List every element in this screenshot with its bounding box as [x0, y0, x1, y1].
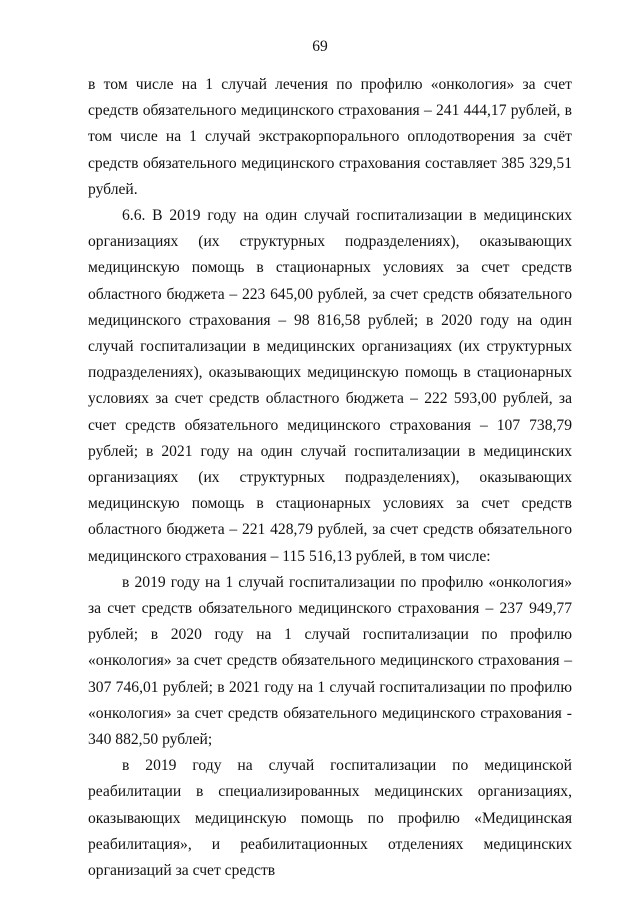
document-body — [88, 72, 572, 884]
paragraph-oncology-treatment: в том числе на 1 случай лечения по профилю «онкология» за счет средств обязательного медицинского страхования – 241 444,17 рублей, в том числе на 1 случай экстракорпорального оплодотворения за счёт средств обязательного медицинского страхования составляет 385 329,51 рублей. — [88, 76, 572, 198]
page-number: 69 — [312, 38, 328, 55]
paragraph-oncology-hospitalization: в 2019 году на 1 случай госпитализации по профилю «онкология» за счет средств обязательного медицинского страхования – 237 949,77 рублей; в 2020 году на 1 случай госпитализации по профилю «онкология» за счет средств обязательного медицинского страхования – 307 746,01 рублей; в 2021 году на 1 случай госпитализации по профилю «онкология» за счет средств обязательного медицинского страхования - 340 882,50 рублей; — [88, 573, 572, 749]
paragraph-section-6-6: 6.6. В 2019 году на один случай госпитализации в медицинских организациях (их структурных подразделениях), оказывающих медицинскую помощь в стационарных условиях за счет средств областного бюджета – 223 645,00 рублей, за счет средств обязательного медицинского страхования – 98 816,58 рублей; в 2020 году на один случай госпитализации в медицинских организациях (их структурных подразделениях), оказывающих медицинскую помощь в стационарных условиях за счет средств областного бюджета – 222 593,00 рублей, за счет средств обязательного медицинского страхования – 107 738,79 рублей; в 2021 году на один случай госпитализации в медицинских организациях (их структурных подразделениях), оказывающих медицинскую помощь в стационарных условиях за счет средств областного бюджета – 221 428,79 рублей, за счет средств обязательного медицинского страхования – 115 516,13 рублей, в том числе: — [88, 207, 572, 565]
paragraph-rehabilitation: в 2019 году на случай госпитализации по медицинской реабилитации в специализированных медицинских организациях, оказывающих медицинскую помощь по профилю «Медицинская реабилитация», и реабилитационных отделениях медицинских организаций за счет средств — [88, 757, 572, 880]
